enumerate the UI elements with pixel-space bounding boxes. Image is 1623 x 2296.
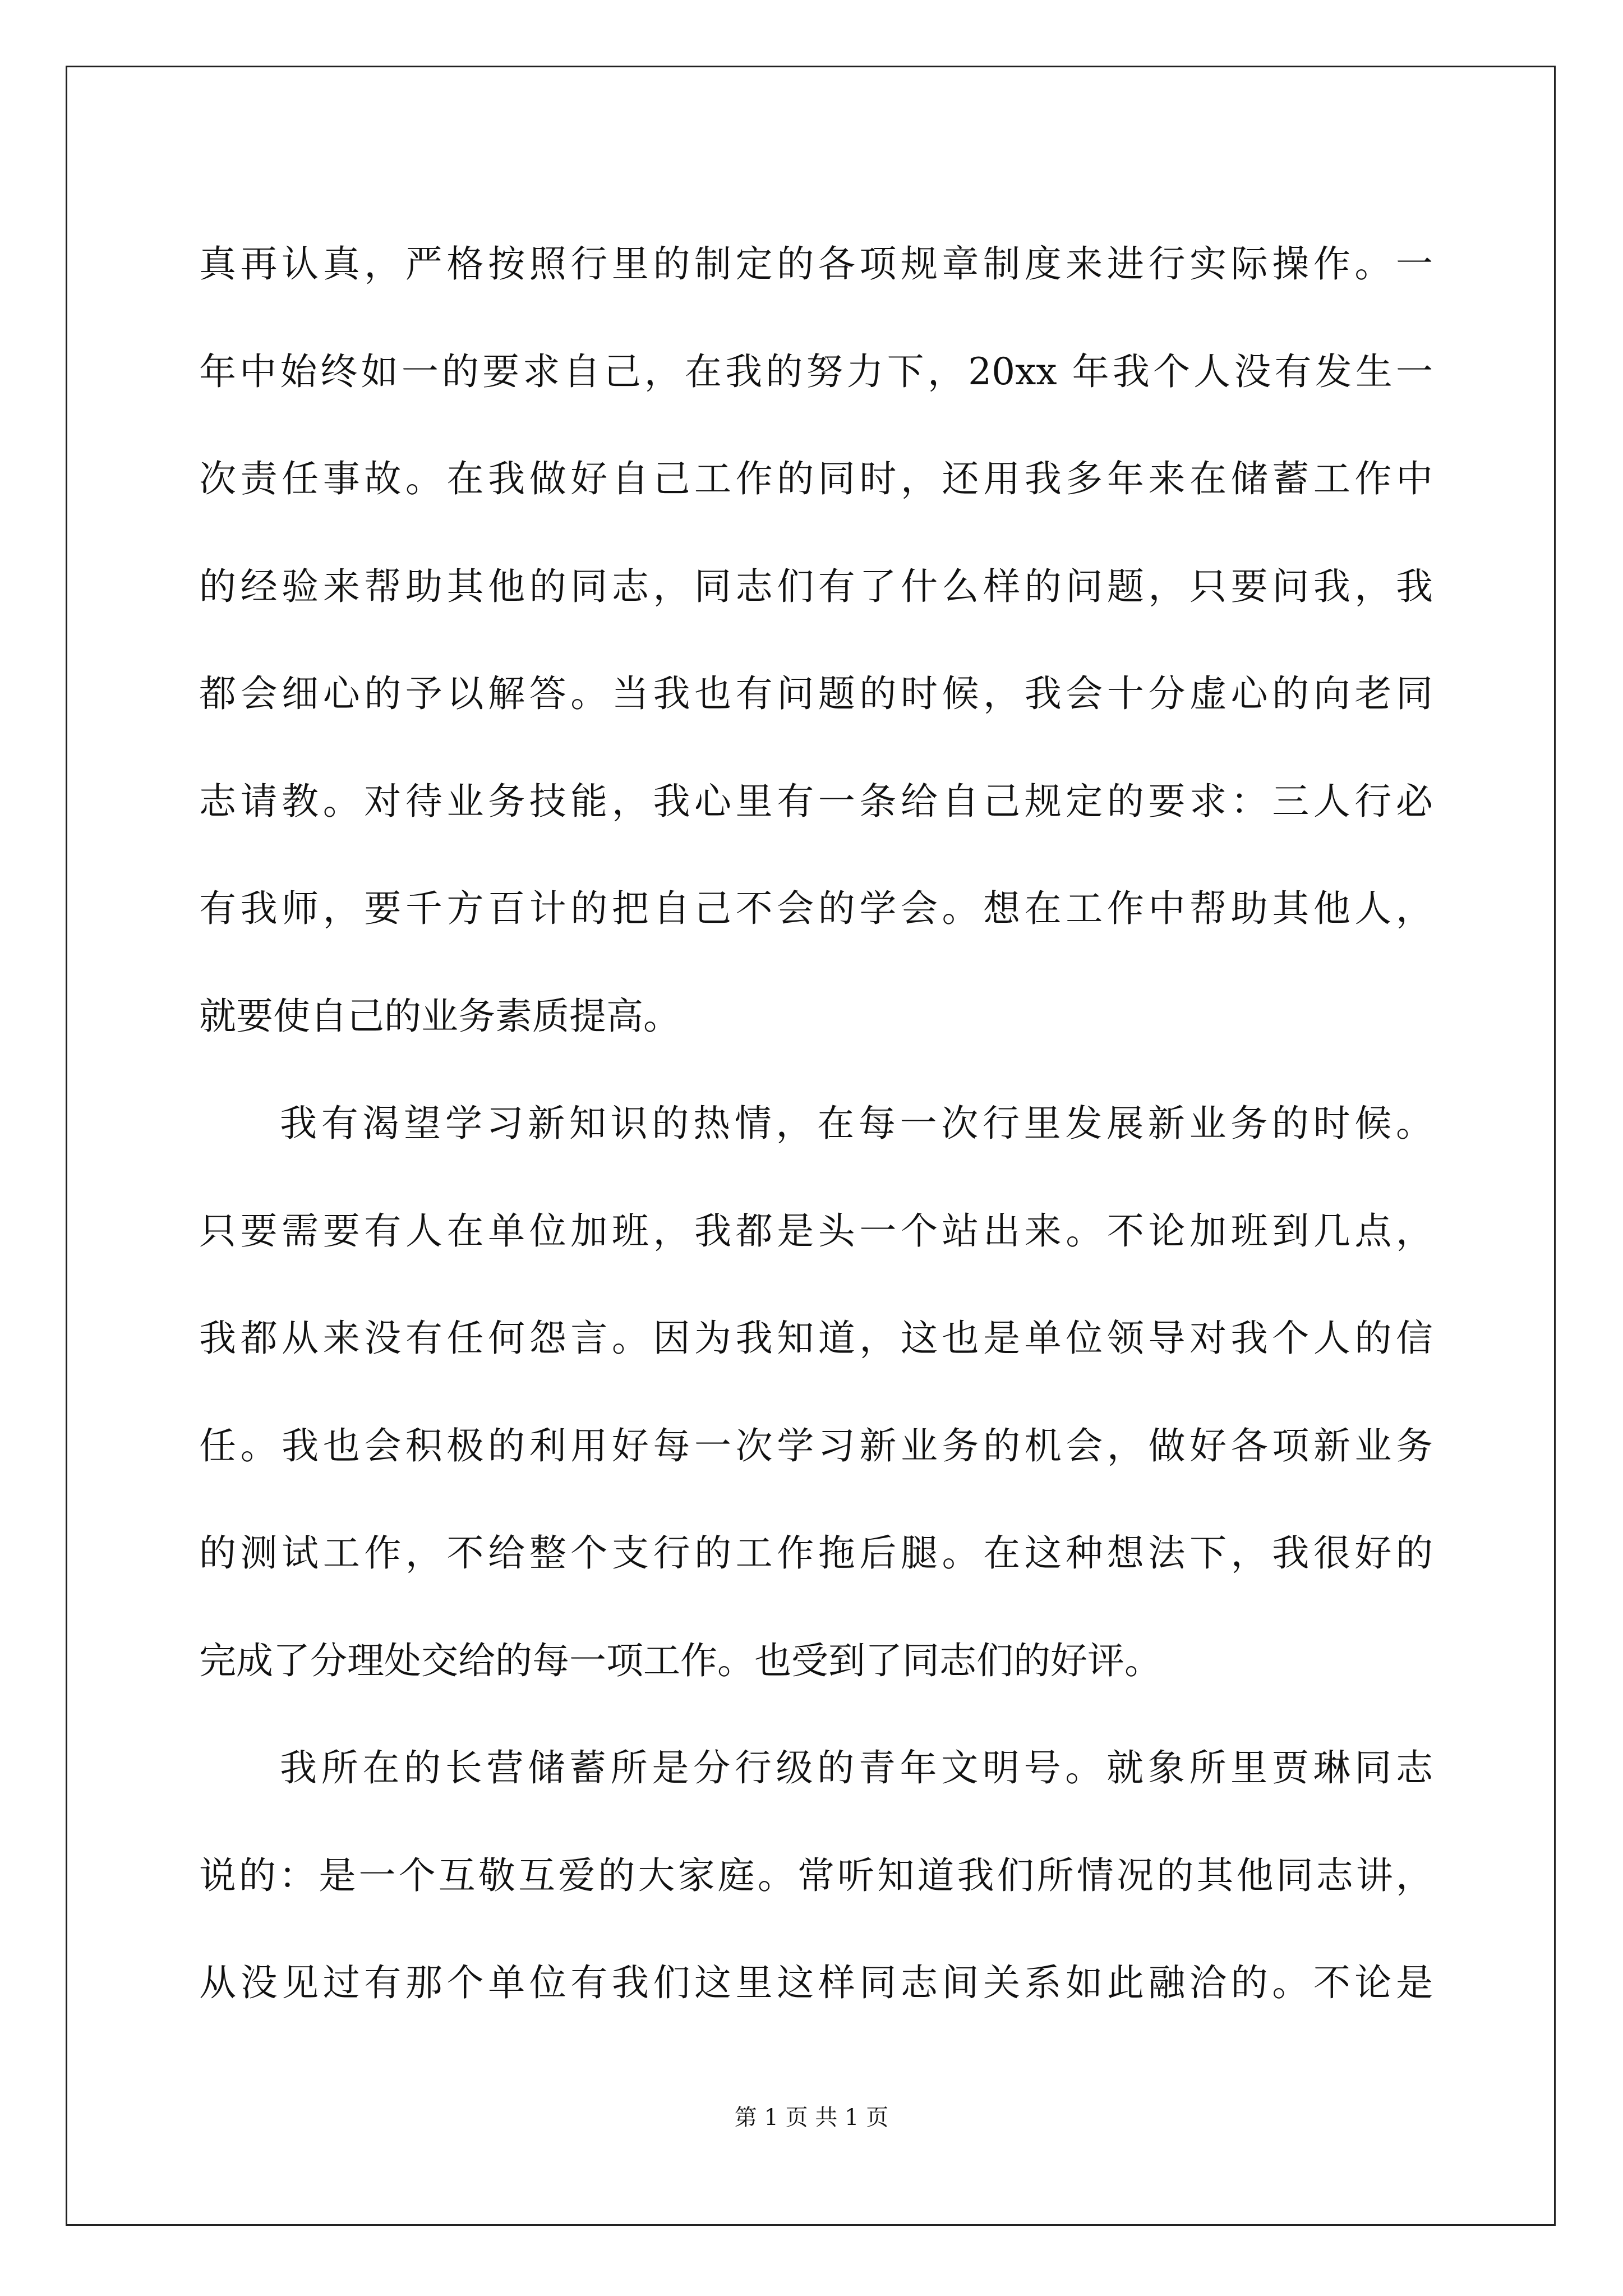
text-line: 都会细心的予以解答。当我也有问题的时候，我会十分虚心的向老同 (199, 672, 1433, 715)
text-line: 任。我也会积极的利用好每一次学习新业务的机会，做好各项新业务 (199, 1424, 1433, 1467)
text-line: 只要需要有人在单位加班，我都是头一个站出来。不论加班到几点， (199, 1209, 1433, 1253)
text-line: 真再认真，严格按照行里的制定的各项规章制度来进行实际操作。一 (199, 242, 1433, 286)
text-line: 说的：是一个互敬互爱的大家庭。常听知道我们所情况的其他同志讲， (199, 1853, 1433, 1897)
text-line: 的经验来帮助其他的同志，同志们有了什么样的问题，只要问我，我 (199, 564, 1433, 608)
paragraph-first-line: 我所在的长营储蓄所是分行级的青年文明号。就象所里贾琳同志 (280, 1746, 1433, 1789)
text-line: 次责任事故。在我做好自己工作的同时，还用我多年来在储蓄工作中 (199, 457, 1433, 500)
document-body (199, 210, 1433, 2037)
text-line: 我都从来没有任何怨言。因为我知道，这也是单位领导对我个人的信 (199, 1317, 1433, 1360)
text-line: 年中始终如一的要求自己，在我的努力下，20xx 年我个人没有发生一 (199, 349, 1433, 393)
text-line: 的测试工作，不给整个支行的工作拖后腿。在这种想法下，我很好的 (199, 1531, 1433, 1575)
page-number: 第 1 页 共 1 页 (734, 2105, 889, 2131)
text-line: 从没见过有那个单位有我们这里这样同志间关系如此融洽的。不论是 (199, 1961, 1433, 2004)
text-line: 完成了分理处交给的每一项工作。也受到了同志们的好评。 (199, 1639, 1161, 1682)
text-line: 志请教。对待业务技能，我心里有一条给自己规定的要求：三人行必 (199, 779, 1433, 823)
text-line: 就要使自己的业务素质提高。 (199, 994, 680, 1038)
text-line: 有我师，要千方百计的把自己不会的学会。想在工作中帮助其他人， (199, 887, 1433, 930)
paragraph-first-line: 我有渴望学习新知识的热情，在每一次行里发展新业务的时候。 (280, 1102, 1433, 1145)
